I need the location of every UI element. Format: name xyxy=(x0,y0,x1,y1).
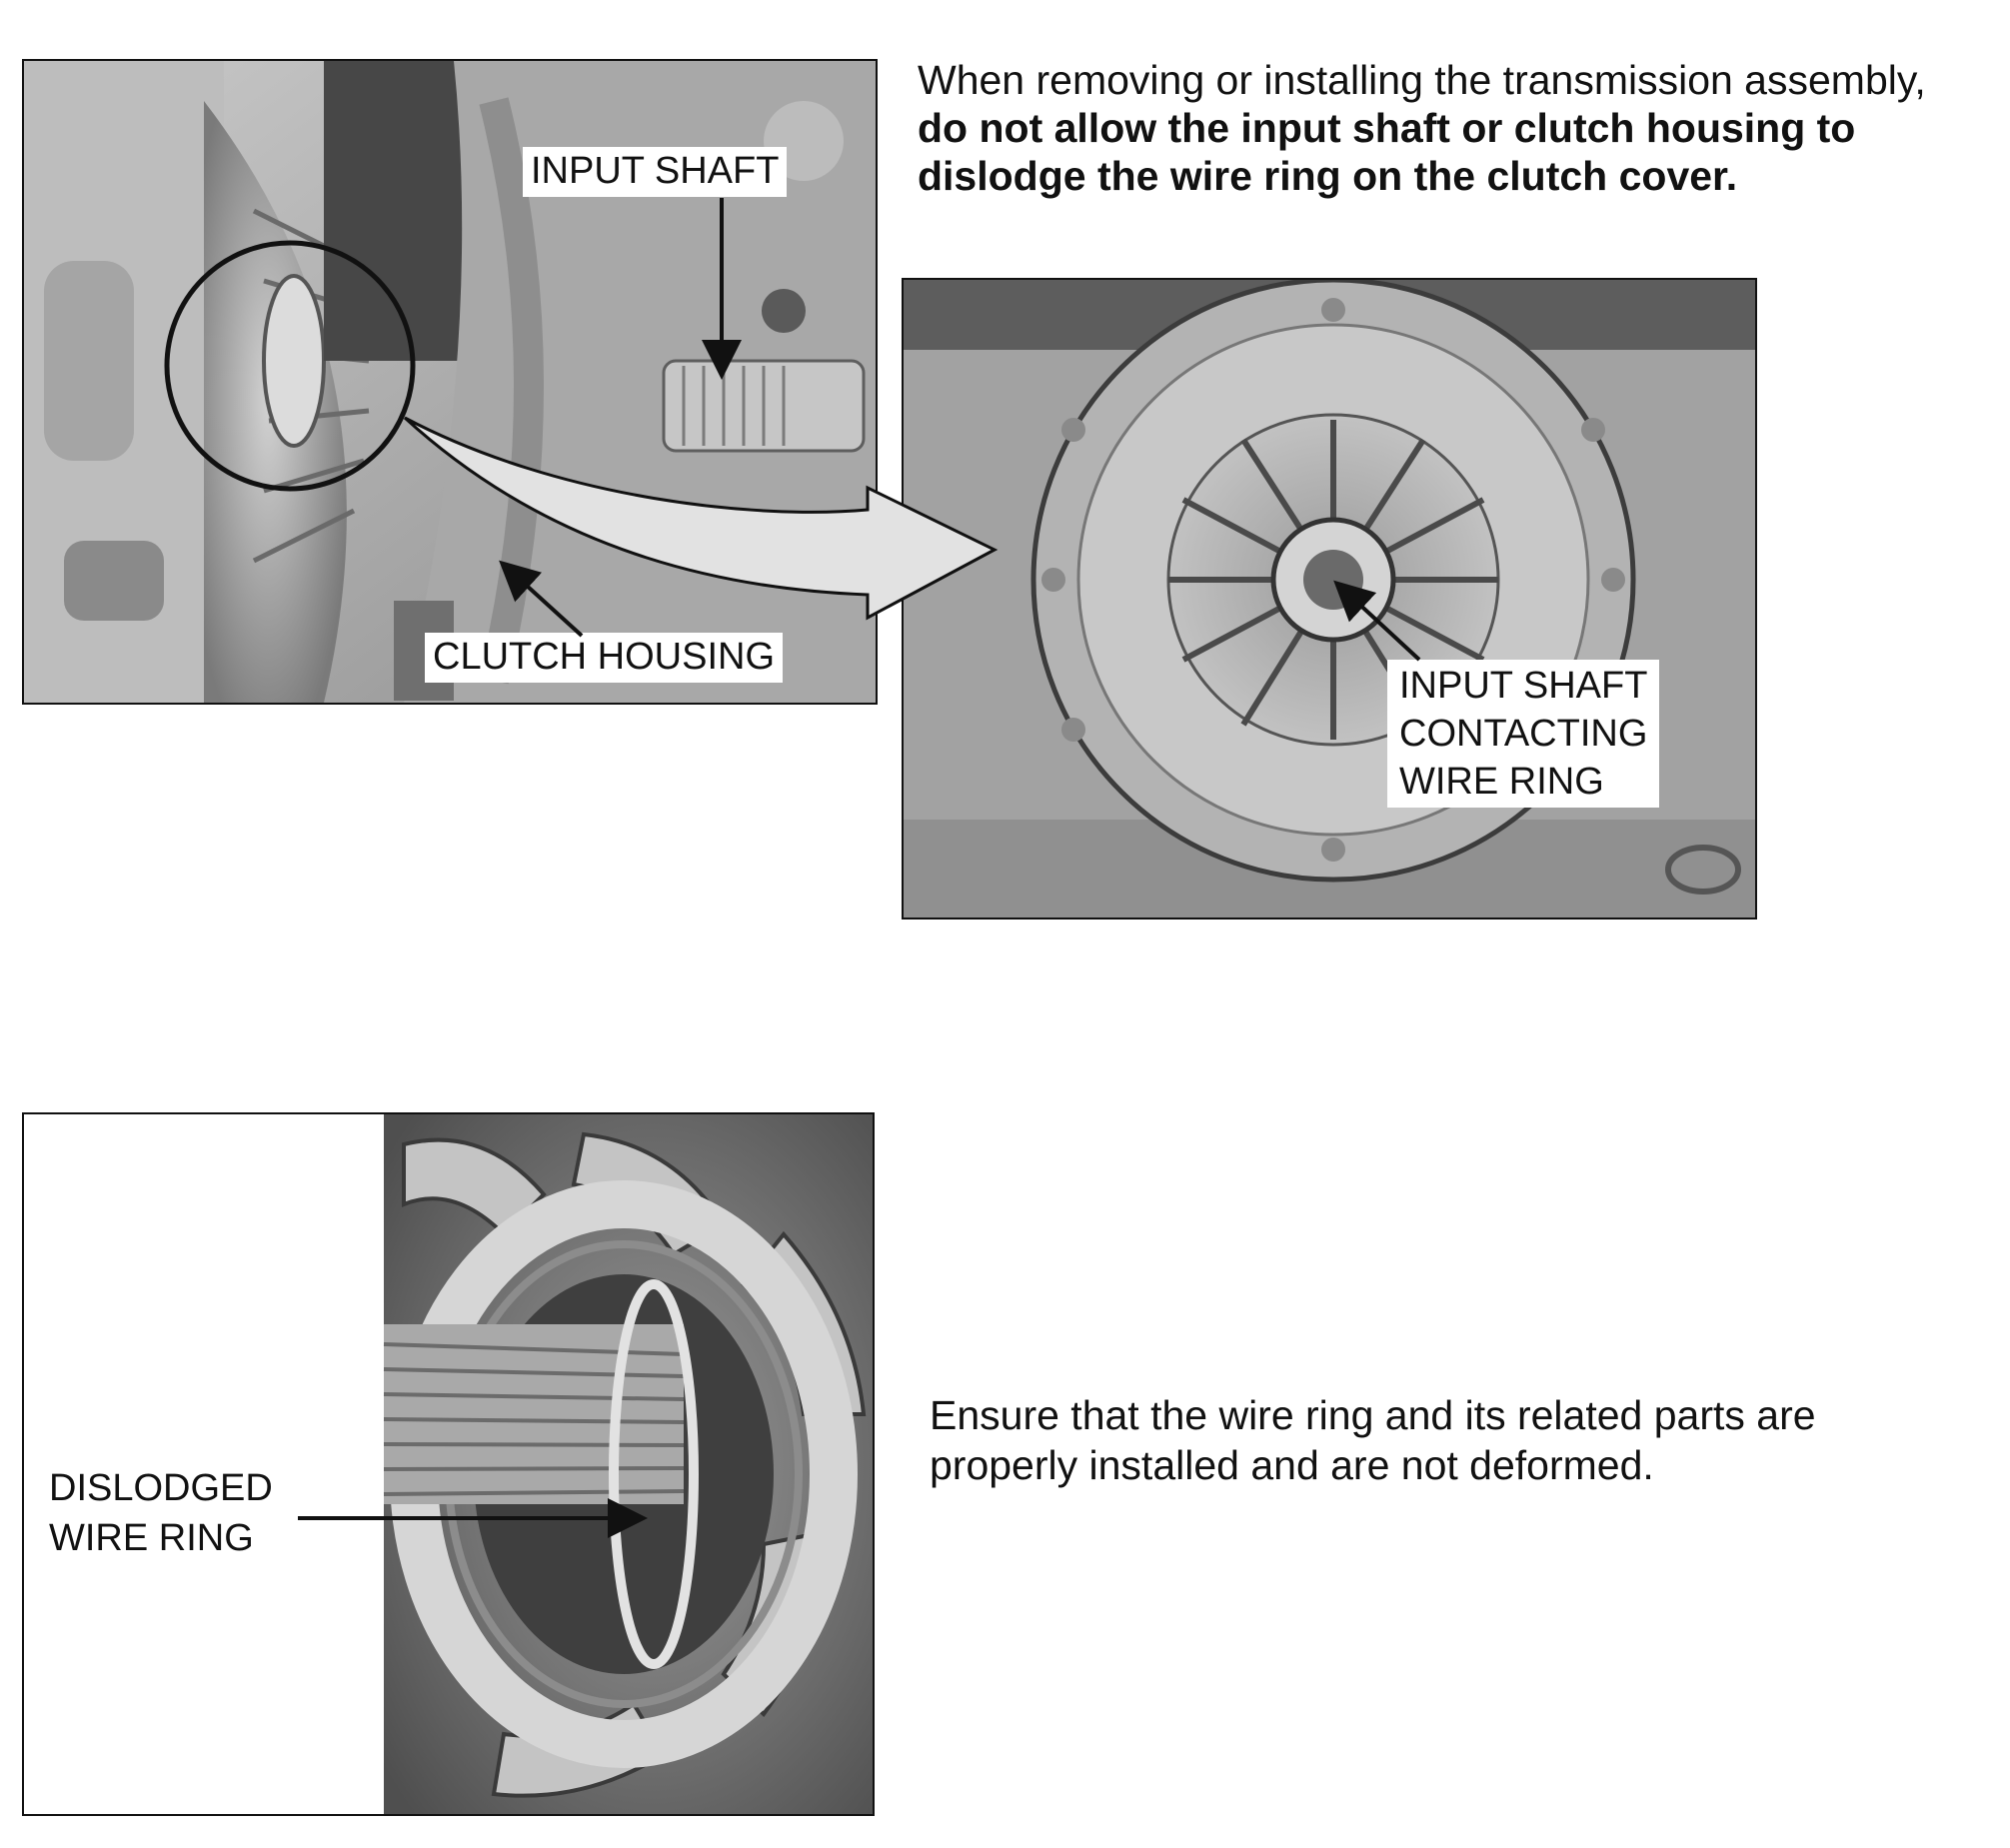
label-line-wire-ring: WIRE RING xyxy=(1399,761,1604,803)
photo-clutch-cover xyxy=(902,278,1757,920)
label-dislodged-wire-ring xyxy=(49,1463,273,1563)
label-input-shaft: INPUT SHAFT xyxy=(523,147,787,197)
top-instruction-line-2: do not allow the input shaft or clutch housing to xyxy=(918,105,1856,151)
bottom-instruction-line-2: properly installed and are not deformed. xyxy=(930,1442,1654,1488)
label-line-dislodged: DISLODGED xyxy=(49,1467,273,1509)
bottom-instruction-line-1: Ensure that the wire ring and its related parts are xyxy=(930,1392,1816,1438)
top-instruction xyxy=(918,56,1926,200)
label-clutch-housing: CLUTCH HOUSING xyxy=(425,633,783,683)
label-line-contacting: CONTACTING xyxy=(1399,713,1648,755)
label-line-wire-ring-2: WIRE RING xyxy=(49,1517,254,1559)
label-line-input-shaft: INPUT SHAFT xyxy=(1399,665,1648,707)
photo-clutch-cover-illustration xyxy=(904,280,1755,918)
bottom-instruction xyxy=(930,1390,1816,1490)
top-instruction-line-1: When removing or installing the transmission assembly, xyxy=(918,57,1926,103)
label-input-shaft-contacting-wire-ring xyxy=(1387,660,1659,808)
top-instruction-line-3: dislodge the wire ring on the clutch cover. xyxy=(918,153,1738,199)
